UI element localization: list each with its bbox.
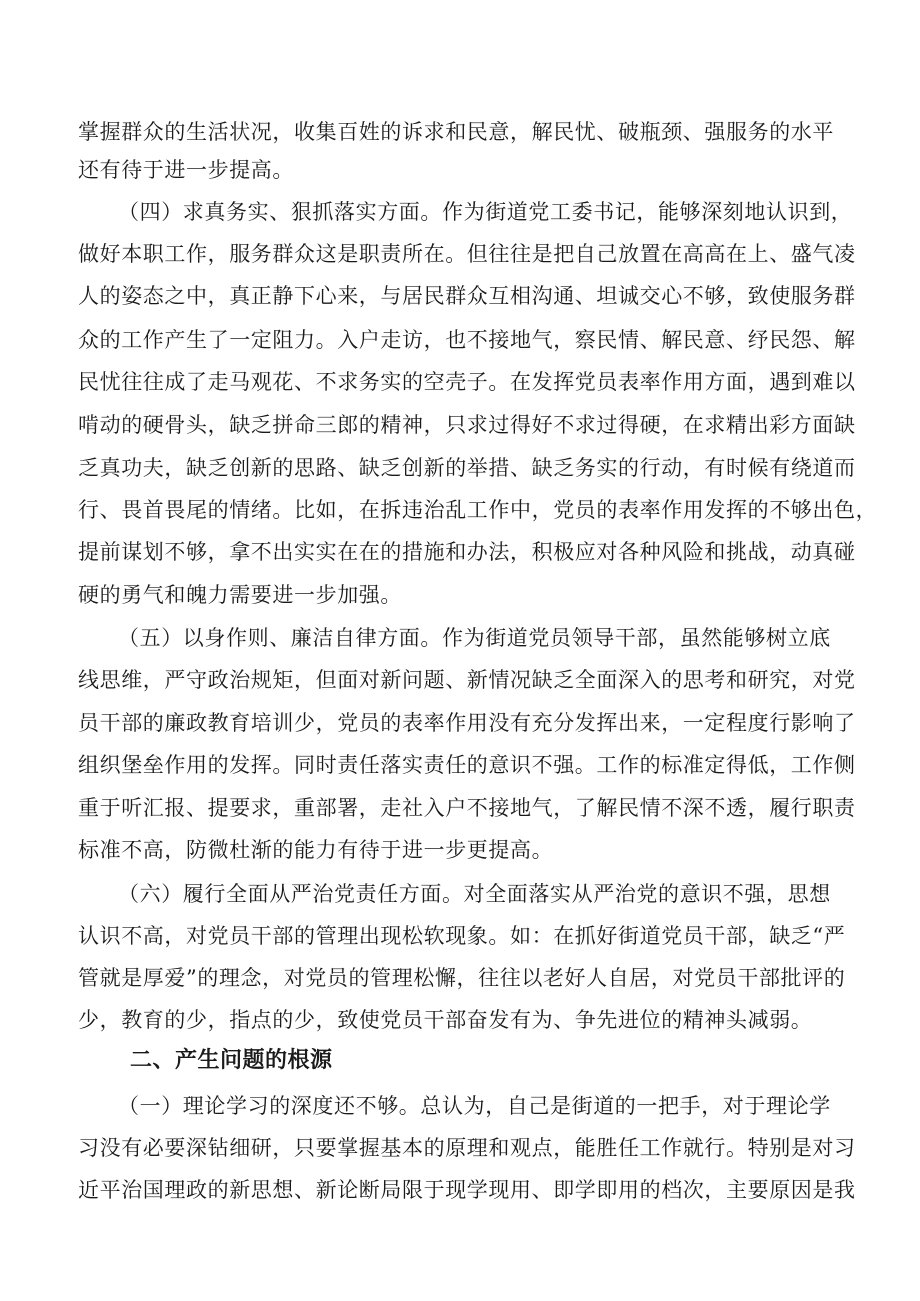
text-line: 管就是厚爱”的理念，对党员的管理松懈，往往以老好人自居，对党员干部批评的 xyxy=(78,966,846,990)
text-line: 线思维，严守政治规矩，但面对新问题、新情况缺乏全面深入的思考和研究，对党 xyxy=(78,668,856,692)
text-line: 乏真功夫，缺乏创新的思路、缺乏创新的举措、缺乏务实的行动，有时候有绕道而 xyxy=(78,456,856,480)
text-line: 少，教育的少，指点的少，致使党员干部奋发有为、争先进位的精神头减弱。 xyxy=(78,1008,813,1032)
text-line: 做好本职工作，服务群众这是职责所在。但往往是把自己放置在高高在上、盛气凌 xyxy=(78,242,856,266)
text-line: 众的工作产生了一定阻力。入户走访，也不接地气，察民情、解民意、纾民怨、解 xyxy=(78,328,856,352)
text-line: 习没有必要深钻细研，只要掌握基本的原理和观点，能胜任工作就行。特别是对习 xyxy=(78,1136,856,1160)
text-line: 标准不高，防微杜渐的能力有待于进一步更提高。 xyxy=(78,838,554,862)
text-line: 员干部的廉政教育培训少，党员的表率作用没有充分发挥出来，一定程度行影响了 xyxy=(78,711,856,735)
text-line: 啃动的硬骨头，缺乏拼命三郎的精神，只求过得好不求过得硬，在求精出彩方面缺 xyxy=(78,413,856,437)
section-heading: 二、产生问题的根源 xyxy=(130,1048,333,1073)
text-line: 认识不高，对党员干部的管理出现松软现象。如：在抓好街道党员干部，缺乏“严 xyxy=(78,924,846,948)
text-line: 硬的勇气和魄力需要进一步加强。 xyxy=(78,583,402,607)
text-line: 掌握群众的生活状况，收集百姓的诉求和民意，解民忧、破瓶颈、强服务的水平 xyxy=(78,120,834,144)
text-line: 民忧往往成了走马观花、不求务实的空壳子。在发挥党员表率作用方面，遇到难以 xyxy=(78,370,856,394)
text-line: （四）求真务实、狠抓落实方面。作为街道党工委书记，能够深刻地认识到， xyxy=(118,200,853,224)
text-line: 行、畏首畏尾的情绪。比如，在拆违治乱工作中，党员的表率作用发挥的不够出色， xyxy=(78,498,878,522)
text-line: 还有待于进一步提高。 xyxy=(78,158,294,182)
text-line: （六）履行全面从严治党责任方面。对全面落实从严治党的意识不强，思想 xyxy=(118,882,831,906)
text-line: 人的姿态之中，真正静下心来，与居民群众互相沟通、坦诚交心不够，致使服务群 xyxy=(78,284,856,308)
text-line: 近平治国理政的新思想、新论断局限于现学现用、即学即用的档次，主要原因是我 xyxy=(78,1178,856,1202)
text-line: 提前谋划不够，拿不出实实在在的措施和办法，积极应对各种风险和挑战，动真碰 xyxy=(78,540,856,564)
text-line: （一）理论学习的深度还不够。总认为，自己是街道的一把手，对于理论学 xyxy=(118,1094,831,1118)
text-line: （五）以身作则、廉洁自律方面。作为街道党员领导干部，虽然能够树立底 xyxy=(118,626,831,650)
text-line: 组织堡垒作用的发挥。同时责任落实责任的意识不强。工作的标准定得低，工作侧 xyxy=(78,753,856,777)
text-line: 重于听汇报、提要求，重部署，走社入户不接地气，了解民情不深不透，履行职责 xyxy=(78,796,856,820)
